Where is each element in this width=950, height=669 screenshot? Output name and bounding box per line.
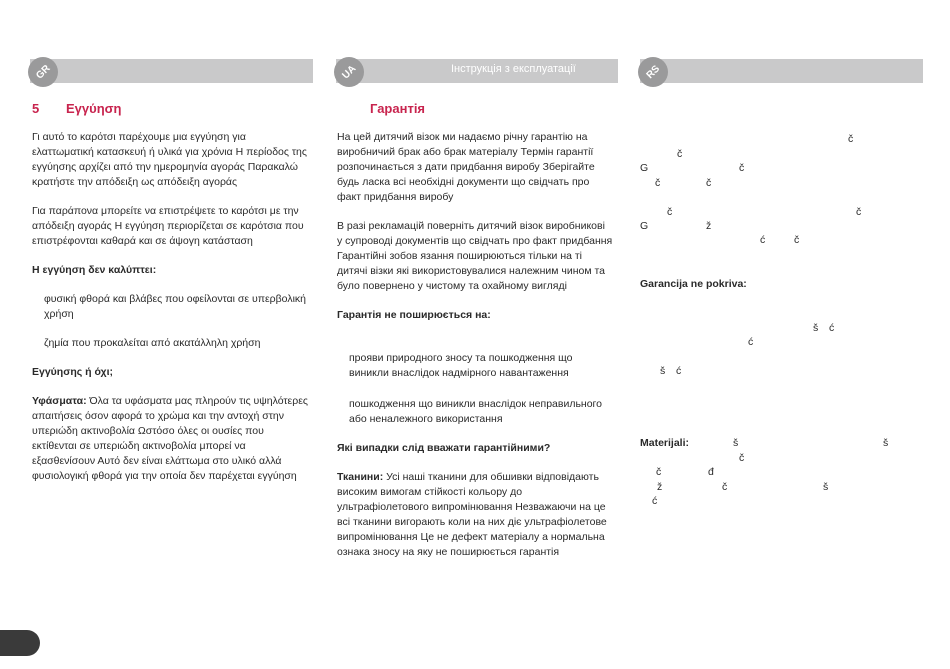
ua-not-covered-item-1: прояви природного зносу та пошкодження що виникли внаслідок надмірного навантаження [349,352,573,379]
rs-glyph: š [883,437,889,449]
gr-not-covered-label: Η εγγύηση δεν καλύπτει: [32,264,157,276]
ua-not-covered-label: Гарантія не поширюється на: [337,309,491,321]
gr-column [32,100,308,498]
rs-glyph: č [848,133,854,145]
ua-fabrics-text: Усі наші тканини для обшивки відповідають високим вимогам стійкості кольору до ультрафіолетового випромінювання Незважаючи на це всі тканини вигорають коли на них діє ультрафіолетове випромінювання Це не дефект матеріалу а нормальна ознака зносу на яку не поширюється гарантія [337,471,607,558]
rs-glyph: G [640,220,649,232]
gr-paragraph-2: Για παράπονα μπορείτε να επιστρέψετε το καρότσι με την απόδειξη αγοράς Η εγγύηση περιορίζεται σε καρότσια που επιστρέφονται καθαρά και σε άψογη κατάσταση [32,205,304,247]
gr-section-number: 5 [32,101,40,116]
rs-glyph: ž [706,220,712,232]
rs-materials-label: Materijali: [640,437,690,449]
gr-not-covered-item-1: φυσική φθορά και βλάβες που οφείλονται σε υπερβολική χρήση [44,293,306,320]
rs-glyph: š [813,322,819,334]
rs-glyph: č [677,148,683,160]
gr-section-title: Εγγύηση [66,101,122,116]
rs-header-bar [640,59,923,83]
gr-fabrics-label: Υφάσματα: [32,395,87,407]
rs-glyph: đ [708,466,714,478]
ua-paragraph-1: На цей дитячий візок ми надаємо річну гарантію на виробничий брак або брак матеріалу Термін гарантії розпочинається з дати придбання виробу Зберігайте будь ласка всі необхідні документи що свідчать про факт придбання виробу [337,131,595,203]
rs-glyph: ć [760,234,766,246]
rs-glyph: ć [652,495,658,507]
page-number-tab [0,630,40,656]
ua-section-title: Гарантія [370,101,426,116]
ua-fabrics-paragraph [337,470,613,560]
rs-glyph: č [739,162,745,174]
rs-language-badge: RS [632,51,674,93]
rs-glyph: č [656,466,662,478]
rs-glyph: ž [657,481,663,493]
gr-section-heading [32,100,308,118]
gr-header-bar [30,59,313,83]
rs-glyph: č [739,452,745,464]
rs-glyph: š [823,481,829,493]
rs-glyph: ć [829,322,835,334]
gr-language-badge: GR [22,51,64,93]
ua-header-title: Інструкція з експлуатації [451,63,576,75]
rs-glyph: č [794,234,800,246]
rs-glyph: č [706,177,712,189]
rs-glyph: š [660,365,666,377]
gr-not-covered-item-2: ζημία που προκαλείται από ακατάλληλη χρήση [44,337,261,349]
rs-glyph: č [655,177,661,189]
ua-paragraph-2: В разі рекламацій поверніть дитячий візок виробникові у супроводі документів що свідчать про факт придбання Гарантійні зобов язання поширюються тільки на ті дитячі візки які використовувалися належним чином та було повернено у чистому та охайному вигляді [337,220,613,292]
ua-language-badge: UA [328,51,370,93]
rs-glyph: č [667,206,673,218]
rs-glyph: č [722,481,728,493]
ua-section-heading [337,100,613,118]
rs-glyph: č [856,206,862,218]
rs-glyph: ć [676,365,682,377]
gr-fabrics-text: Όλα τα υφάσματα μας πληρούν τις υψηλότερες απαιτήσεις όσον αφορά το χρώμα και την αντοχή στην υπεριώδη ακτινοβολία Ωστόσο όλες οι ουσίες που εκτίθενται σε υπεριώδη ακτινοβολία μπορεί να εξασθενίσουν Αυτό δεν είναι ελάττωμα στο υλικό αλλά φυσιολογική φθορά για την οποία δεν παρέχεται εγγύηση [32,395,308,482]
ua-not-covered-item-2: пошкодження що виникли внаслідок неправильного або неналежного використання [349,398,602,425]
rs-not-covered-label: Garancija ne pokriva: [640,278,747,290]
gr-question: Εγγύησης ή όχι; [32,366,114,378]
rs-glyph: G [640,162,649,174]
rs-glyph: ć [748,336,754,348]
ua-fabrics-label: Тканини: [337,471,384,483]
ua-column [337,100,613,574]
gr-fabrics-paragraph [32,394,308,484]
rs-glyph: š [733,437,739,449]
gr-paragraph-1: Γι αυτό το καρότσι παρέχουμε μια εγγύηση για ελαττωματική κατασκευή ή υλικά για χρόνια Η περίοδος της εγγύησης αρχίζει από την ημερομηνία αγοράς Παρακαλώ κρατήστε την απόδειξη ως απόδειξη αγοράς [32,131,307,188]
ua-question: Які випадки слід вважати гарантійними? [337,442,551,454]
